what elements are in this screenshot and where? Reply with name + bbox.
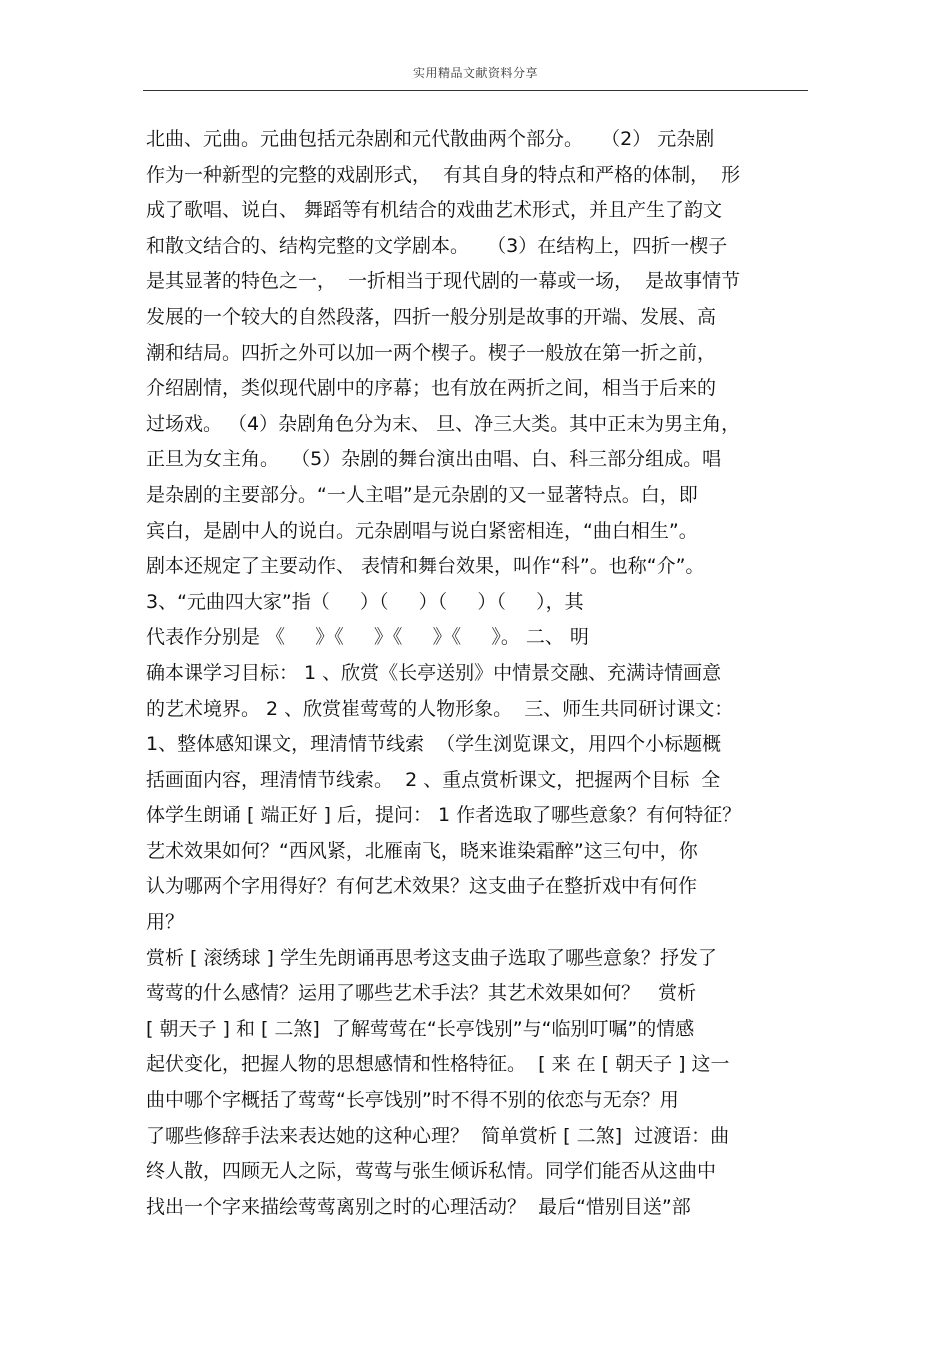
text-line: 终人散，四顾无人之际，莺莺与张生倾诉私情。同学们能否从这曲中 (146, 1160, 717, 1183)
text-line: 找出一个字来描绘莺莺离别之时的心理活动？ 最后“惜别目送”部 (146, 1195, 691, 1218)
text-line: 认为哪两个字用得好？有何艺术效果？这支曲子在整折戏中有何作 (146, 875, 698, 898)
text-line: 是其显著的特色之一， 一折相当于现代剧的一幕或一场， 是故事情节 (146, 270, 741, 293)
text-line: 作为一种新型的完整的戏剧形式， 有其自身的特点和严格的体制， 形 (146, 163, 741, 186)
text-line: 的艺术境界。 2 、欣赏崔莺莺的人物形象。 三、师生共同研讨课文： (146, 697, 734, 720)
text-line: 艺术效果如何？“西风紧，北雁南飞，晓来谁染霜醉”这三句中，你 (146, 839, 698, 862)
text-line: 确本课学习目标： 1 、欣赏《长亭送别》中情景交融、充满诗情画意 (146, 661, 722, 684)
page-header: 实用精品文献资料分享 (412, 66, 538, 80)
text-line: 代表作分别是 《 》《 》《 》《 》。 二、 明 (146, 626, 589, 649)
text-line: 过场戏。 （4）杂剧角色分为末、 旦、净三大类。其中正末为男主角， (146, 412, 741, 435)
text-line: 发展的一个较大的自然段落，四折一般分别是故事的开端、发展、高 (146, 305, 717, 328)
text-line: 是杂剧的主要部分。“一人主唱”是元杂剧的又一显著特点。白，即 (146, 483, 698, 506)
text-line: 体学生朗诵 [ 端正好 ] 后，提问： 1 作者选取了哪些意象？有何特征？ (146, 804, 742, 827)
text-line: 成了歌唱、说白、 舞蹈等有机结合的戏曲艺术形式，并且产生了韵文 (146, 199, 723, 222)
text-line: [ 朝天子 ] 和 [ 二煞] 了解莺莺在“长亭饯别”与“临别叮嘱”的情感 (146, 1017, 695, 1040)
text-line: 正旦为女主角。 （5）杂剧的舞台演出由唱、白、科三部分组成。唱 (146, 448, 722, 471)
text-line: 了哪些修辞手法来表达她的这种心理？ 简单赏析 [ 二煞] 过渡语：曲 (146, 1124, 730, 1147)
header-divider (143, 90, 808, 91)
text-line: 用？ (146, 911, 185, 934)
body-text (146, 122, 810, 1225)
text-line: 介绍剧情，类似现代剧中的序幕；也有放在两折之间，相当于后来的 (146, 377, 717, 400)
text-line: 莺莺的什么感情？运用了哪些艺术手法？其艺术效果如何？ 赏析 (146, 982, 697, 1005)
text-line: 潮和结局。四折之外可以加一两个楔子。楔子一般放在第一折之前， (146, 341, 717, 364)
text-line: 北曲、元曲。元曲包括元杂剧和元代散曲两个部分。 （2） 元杂剧 (146, 128, 715, 150)
text-line: 曲中哪个字概括了莺莺“长亭饯别”时不得不别的依恋与无奈？用 (146, 1089, 679, 1112)
text-line: 3、“元曲四大家”指（ ）（ ）（ ）（ ），其 (146, 590, 584, 613)
text-line: 赏析 [ 滚绣球 ] 学生先朗诵再思考这支曲子选取了哪些意象？抒发了 (146, 946, 717, 969)
text-line: 和散文结合的、结构完整的文学剧本。 （3）在结构上，四折一楔子 (146, 234, 728, 257)
text-line: 宾白，是剧中人的说白。元杂剧唱与说白紧密相连，“曲白相生”。 (146, 519, 698, 542)
text-line: 1、整体感知课文，理清情节线索 （学生浏览课文，用四个小标题概 (146, 733, 722, 756)
text-line: 括画面内容，理清情节线索。 2 、重点赏析课文，把握两个目标 全 (146, 768, 721, 791)
text-line: 起伏变化，把握人物的思想感情和性格特征。 [ 来 在 [ 朝天子 ] 这一 (146, 1053, 730, 1076)
text-line: 剧本还规定了主要动作、 表情和舞台效果，叫作“科”。也称“介”。 (146, 555, 705, 578)
